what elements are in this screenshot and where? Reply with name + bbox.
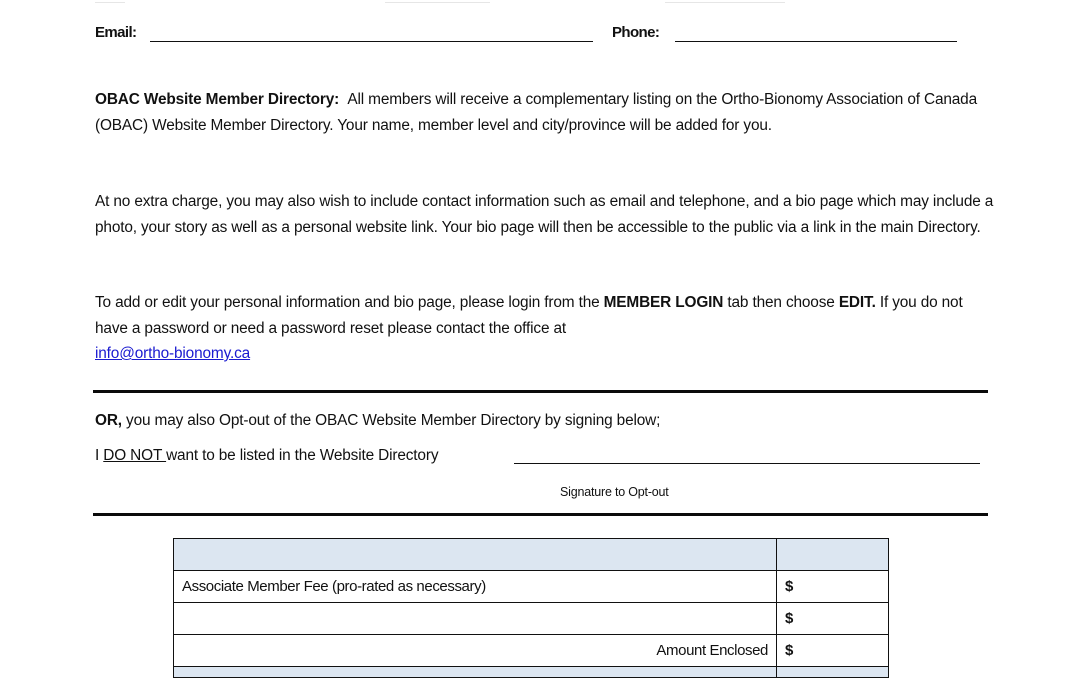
fee-row bbox=[174, 603, 889, 635]
fee-amount-field[interactable] bbox=[777, 603, 889, 635]
fee-header-amount bbox=[777, 539, 889, 571]
optout-intro bbox=[95, 412, 660, 430]
optout-statement-text: want to be listed in the Website Directory bbox=[166, 447, 439, 464]
fee-row-label bbox=[174, 603, 777, 635]
section-divider bbox=[93, 513, 988, 516]
clipped-cell bbox=[777, 667, 889, 678]
directory-intro-paragraph bbox=[95, 87, 995, 138]
fee-amount-field[interactable] bbox=[777, 571, 889, 603]
edit-text-2: tab then choose bbox=[723, 294, 839, 311]
fee-row-label: Amount Enclosed bbox=[174, 635, 777, 667]
phone-label: Phone: bbox=[612, 24, 660, 41]
optout-signature-field[interactable] bbox=[514, 463, 980, 464]
fee-table-next-row-clipped bbox=[174, 667, 889, 678]
optout-statement bbox=[95, 447, 438, 465]
section-divider bbox=[93, 390, 988, 393]
currency-symbol: $ bbox=[785, 642, 793, 659]
or-label: OR, bbox=[95, 412, 122, 429]
optout-i: I bbox=[95, 447, 104, 464]
email-field[interactable] bbox=[150, 41, 593, 42]
currency-symbol: $ bbox=[785, 578, 793, 595]
amount-enclosed-field[interactable] bbox=[777, 635, 889, 667]
fee-row-label: Associate Member Fee (pro-rated as necessary) bbox=[174, 571, 777, 603]
fee-row bbox=[174, 571, 889, 603]
fee-header-description bbox=[174, 539, 777, 571]
directory-heading: OBAC Website Member Directory: bbox=[95, 91, 340, 108]
edit-label: EDIT. bbox=[838, 294, 876, 311]
edit-text-3: If you do not have a password or need a password reset please contact the office at bbox=[95, 294, 963, 337]
email-label: Email: bbox=[95, 24, 137, 41]
optout-intro-text: you may also Opt-out of the OBAC Website Member Directory by signing below; bbox=[121, 412, 661, 429]
fee-table bbox=[173, 538, 889, 678]
fee-row-total bbox=[174, 635, 889, 667]
clipped-previous-row bbox=[385, 0, 490, 3]
clipped-previous-row bbox=[665, 0, 785, 3]
signature-caption: Signature to Opt-out bbox=[560, 485, 669, 499]
edit-text-1: To add or edit your personal information and bio page, please login from the bbox=[95, 294, 604, 311]
currency-symbol: $ bbox=[785, 610, 793, 627]
phone-field[interactable] bbox=[675, 41, 957, 42]
directory-intro-text: All members will receive a complementary listing on the Ortho-Bionomy Association of Canada (OBAC) Website Member Directory. Your name, member level and city/province will be added for you. bbox=[95, 91, 977, 134]
clipped-cell bbox=[174, 667, 777, 678]
clipped-previous-row bbox=[95, 0, 125, 3]
contact-fields-row bbox=[95, 22, 965, 46]
fee-table-header-row bbox=[174, 539, 889, 571]
extra-info-paragraph: At no extra charge, you may also wish to include contact information such as email and telephone, and a bio page which may include a photo, your story as well as a personal website link. Your bio page will then be accessible to the public via a link in the main Directory. bbox=[95, 193, 994, 236]
do-not-emphasis: DO NOT bbox=[103, 447, 167, 464]
member-login-tab-name: MEMBER LOGIN bbox=[603, 294, 724, 311]
edit-info-paragraph bbox=[95, 290, 995, 367]
contact-email-link[interactable]: info@ortho-bionomy.ca bbox=[95, 345, 251, 362]
